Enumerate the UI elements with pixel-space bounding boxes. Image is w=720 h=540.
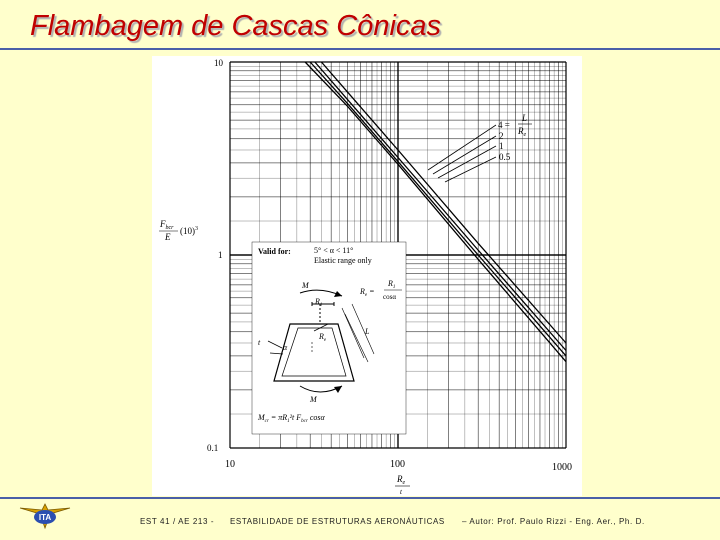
ita-logo-icon — [18, 498, 72, 532]
svg-text:Re: $R_e$ — [319, 332, 327, 343]
inset-diagram — [252, 242, 406, 434]
inset-elastic: Elastic range only — [314, 256, 372, 265]
svg-text:E: E — [165, 232, 171, 242]
x-tick-100: 100 — [390, 459, 405, 470]
svg-text:Re: $R_e$ — [397, 474, 406, 486]
svg-text:(10)3: $(10)^3$ — [180, 226, 198, 236]
curve-label-2: 2 — [499, 131, 504, 141]
x-axis-label — [395, 474, 410, 496]
svg-text:L: L — [522, 113, 528, 123]
svg-text:R1: $R_1$ — [388, 279, 396, 290]
y-tick-1: 1 — [218, 250, 223, 260]
y-tick-0.1: 0.1 — [207, 443, 219, 453]
y-tick-10: 10 — [214, 58, 223, 68]
footer-author: – Autor: Prof. Paulo Rizzi - Eng. Aer., Ph. D. — [462, 517, 645, 526]
label-m-top: M — [302, 281, 309, 290]
curve-label-0.5: 0.5 — [499, 152, 511, 162]
slide-title: Flambagem de Cascas Cônicas — [30, 10, 442, 42]
y-axis-label — [159, 219, 198, 242]
inset-angle-range: 5° < α < 11° — [314, 246, 354, 255]
svg-text:Re: $R_e$ — [518, 126, 527, 138]
svg-text:4 =: 4 = — [498, 120, 510, 130]
label-alpha: α — [283, 343, 288, 352]
svg-text:Mcr = πR1²t Fbcr cosα: $M_{cr} = \pi R_1^2t$ $F_{bcr}$ cosα — [258, 413, 325, 424]
curve-parameter-label — [428, 113, 532, 182]
footer-course: EST 41 / AE 213 - — [140, 517, 215, 526]
svg-text:R1: $R_1$ — [315, 297, 323, 308]
label-re: R — [319, 332, 324, 341]
svg-text:ITA: ITA — [38, 513, 52, 522]
x-tick-10: 10 — [225, 459, 235, 470]
footer-subject: ESTABILIDADE DE ESTRUTURAS AERONÁUTICAS — [230, 517, 445, 526]
svg-text:Fbcr: $F_{bcr}$ — [160, 219, 174, 231]
svg-text:Re =: $R_e$ = — [360, 287, 375, 298]
label-l: L — [365, 327, 370, 336]
footer — [0, 498, 720, 540]
chart-svg — [152, 56, 582, 496]
svg-text:cosα: cosα — [383, 293, 396, 301]
label-m-bottom: M — [310, 395, 317, 404]
x-tick-1000: 1000 — [552, 462, 572, 473]
label-r1: R — [315, 297, 320, 306]
svg-text:t: t — [400, 488, 402, 496]
curve-label-1: 1 — [499, 141, 504, 151]
title-divider — [0, 48, 720, 50]
label-t: t — [258, 338, 261, 347]
buckling-chart-figure — [152, 56, 582, 496]
inset-valid-for: Valid for: — [258, 247, 291, 256]
